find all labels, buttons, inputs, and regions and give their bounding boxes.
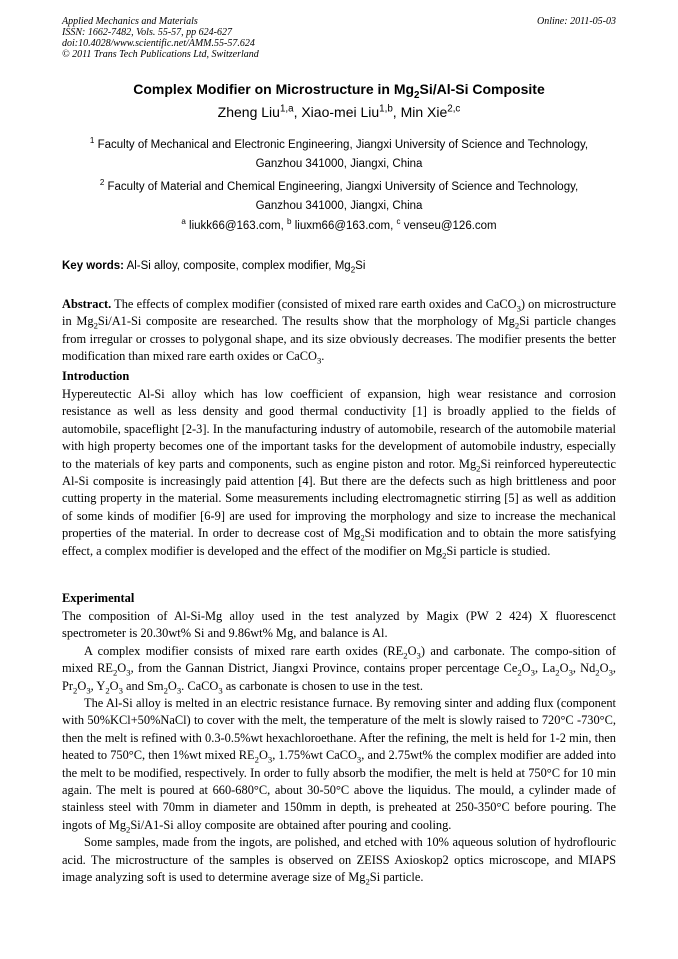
keywords-text: Al-Si alloy, composite, complex modifier, $Mg_2Si$ [126, 260, 366, 275]
experimental-section [62, 608, 616, 887]
affiliation-1: $^1$ Faculty of Mechanical and Electronic Engineering, Jiangxi University of Science and Technology, Ganzhou 341000, Jiangxi, China [89, 136, 589, 170]
email-a[interactable]: liukk66@163.com [189, 220, 281, 232]
abstract [62, 296, 616, 366]
introduction-text: Hypereutectic Al-Si alloy which has low coefficient of expansion, high wear resistance and corrosion resistance as well as less density and good thermal conductivity [1] is broadly applied to the fields of automobile, spaceflight [2-3]. In the manufacturing industry of automobile, research of the automobile material with high property becomes one of the important tasks for the development of automobile industry, especially to the materials of key parts and components, such as engine piston and rotor. $Mg_2Si$ reinforced hypereutectic Al-Si composite is increasingly paid attention [4]. But there are the defects such as high brittleness and poor cutting property in the material. Some measurements including electromagnetic stirring [5] as well as addition of some kinds of modifier [6-9] are used for improving the morphology and size to increase the mechanical properties of the material. In order to decrease cost of $Mg_2Si$ modification and to obtain the more satisfying effect, a complex modifier is developed and the effect of the modifier on $Mg_2Si$ particle is studied. [62, 387, 616, 561]
email-b[interactable]: liuxm66@163.com [294, 220, 391, 232]
email-c[interactable]: venseu@126.com [403, 220, 497, 232]
author-list: Zheng Liu$^{1,a}$, Xiao-mei Liu$^{1,b}$, Min Xie$^{2,c}$ [217, 103, 461, 120]
author-2: Xiao-mei Liu$^{1,b}$ [301, 103, 393, 120]
journal-header [62, 16, 616, 60]
experimental-heading: Experimental [62, 591, 135, 605]
abstract-label: Abstract. [62, 297, 112, 311]
copyright-line: © 2011 Trans Tech Publications Ltd, Switzerland [62, 49, 259, 60]
online-date: Online: 2011-05-03 [537, 16, 616, 27]
experimental-paragraph-3: The Al-Si alloy is melted in an electric resistance furnace. By removing sinter and adding flux (component with 50%KCl+50%NaCl) to cover with the melt, the temperature of the melt is slowly raised to 720°C -730°C, then the melt is refined with 0.3-0.5%wt hexachloroethane. After the refining, the melt is held for 1-2 min, then heated to 750°C, then 1%wt mixed $RE_2O_3$, 1.75%wt CaCO$_3$, and 2.75wt% the complex modifier are added into the melt to be modified, respectively. In order to fully absorb the modifier, the melt is held at 750°C for 10 min again. The melt is poured at 660-680°C, about 30-50°C above the liquidus. The mould, a cylinder made of stainless steel with 70mm in diameter and 150mm in depth, is preheated at 250-350°C before pouring. The ingots of $Mg_2Si/A1-Si$ alloy composite are obtained after pouring and cooling. [62, 696, 616, 835]
experimental-paragraph-4: Some samples, made from the ingots, are polished, and etched with 10% aqueous solution of hydroflouric acid. The microstructure of the samples is observed on ZEISS Axioskop2 optics microscope, and MIAPS image analyzing soft is used to determine average size of $Mg_2Si$ particle. [62, 835, 616, 887]
issn-line: ISSN: 1662-7482, Vols. 55-57, pp 624-627 [62, 27, 232, 38]
doi-line: doi:10.4028/www.scientific.net/AMM.55-57.624 [62, 38, 255, 49]
keywords [62, 260, 366, 275]
experimental-paragraph-1: The composition of Al-Si-Mg alloy used in the test analyzed by Magix (PW 2 424) X fluorescenct spectrometer is 20.30wt% Si and 9.86wt% Mg, and balance is Al. [62, 609, 616, 641]
keywords-label: Key words: [62, 260, 124, 272]
abstract-text: The effects of complex modifier (consisted of mixed rare earth oxides and CaCO$_3$) on microstructure in $Mg_2Si/A1-Si$ composite are researched. The results show that the morphology of $Mg_2Si$ particle changes from irregular or crosses to polygonal shape, and its size obviously decreases. The modifier presents the better modification than mixed rare earth oxides or CaCO$_3$. [62, 297, 617, 366]
paper-title: Complex Modifier on Microstructure in $Mg_2Si/Al-Si$ Composite [133, 81, 545, 101]
affiliation-2: $^2$ Faculty of Material and Chemical Engineering, Jiangxi University of Science and Technology, Ganzhou 341000, Jiangxi, China [99, 178, 579, 212]
introduction-heading: Introduction [62, 369, 130, 383]
author-1: Zheng Liu$^{1,a}$ [217, 103, 294, 120]
journal-name: Applied Mechanics and Materials [62, 16, 198, 27]
email-list: $^a$ liukk66@163.com, $^b$ liuxm66@163.com, $^c$ venseu@126.com [181, 217, 497, 232]
experimental-paragraph-2: A complex modifier consists of mixed rare earth oxides $(RE_2O_3)$ and carbonate. The compo-sition of mixed $RE_2O_3$, from the Gannan District, Jiangxi Province, contains proper percentage $Ce_2O_3$, $La_2O_3$, $Nd_2O_3$, $Pr_2O_3$, $Y_2O_3$ and $Sm_2O_3$. CaCO$_3$ as carbonate is chosen to use in the test. [62, 643, 617, 696]
author-3: Min Xie$^{2,c}$ [400, 103, 461, 120]
